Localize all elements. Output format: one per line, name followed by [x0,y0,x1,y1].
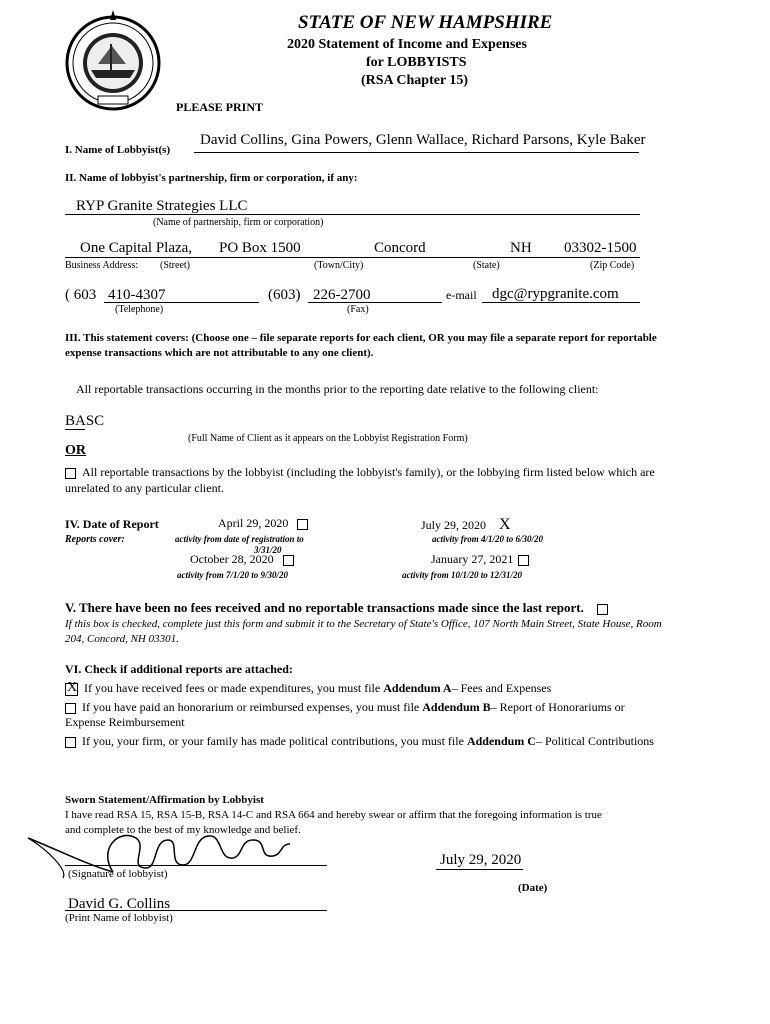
report-date-apr-checkbox[interactable] [297,519,308,530]
report-date-apr-range-end: 3/31/20 [254,545,282,555]
caption-street: (Street) [160,260,190,271]
section6-label: VI. Check if additional reports are attached: [65,662,293,676]
caption-telephone: (Telephone) [115,304,164,315]
firm-caption: (Name of partnership, firm or corporation) [153,217,324,228]
section2-label: II. Name of lobbyist's partnership, firm or corporation, if any: [65,172,358,184]
addendum-c-checkbox[interactable] [65,737,76,748]
addendum-a-mark: X [67,679,78,695]
report-date-oct-text: October 28, 2020 [190,552,274,566]
caption-fax: (Fax) [347,304,369,315]
signature-caption: (Signature of lobbyist) [68,868,168,880]
state-title: STATE OF NEW HAMPSHIRE [298,12,553,33]
report-date-oct-checkbox[interactable] [283,555,294,566]
report-date-jul-range: activity from 4/1/20 to 6/30/20 [432,534,543,544]
email-value: dgc@rypgranite.com [492,286,619,302]
address-pobox: PO Box 1500 [219,240,301,256]
section3-label: III. This statement covers: (Choose one – file separate reports for each client, OR you may file a separate report for reportable expense transactions which are not attributable to any one client). [65,332,657,359]
addendum-c-option[interactable]: If you, your firm, or your family has made political contributions, you must file Addendum C– Political Contributions [65,734,654,749]
phone-number: 410-4307 [108,287,166,303]
please-print: PLEASE PRINT [176,100,264,114]
unrelated-checkbox[interactable] [65,468,76,479]
address-street: One Capital Plaza, [80,240,193,256]
addendum-b-option[interactable]: If you have paid an honorarium or reimbursed expenses, you must file Addendum B– Report of Honorariums or [65,700,625,715]
addendum-a-option[interactable]: X If you have received fees or made expenditures, you must file Addendum A– Fees and Expenses [67,679,552,695]
report-date-jan-range: activity from 10/1/20 to 12/31/20 [402,570,522,580]
phone-area: ( 603 [65,287,97,303]
section5-note: If this box is checked, complete just this form and submit it to the Secretary of State's Office, 107 North Main Street, State House, Room 204, Concord, NH 03301. [65,618,662,645]
section4-label: IV. Date of Report [65,517,159,531]
unrelated-text: All reportable transactions by the lobbyist (including the lobbyist's family), or the lobbying firm listed below which are unrelated to any particular client. [65,465,655,495]
state-seal-icon [58,8,168,112]
addendum-b-checkbox[interactable] [65,703,76,714]
sworn-text-line1: I have read RSA 15, RSA 15-B, RSA 14-C and RSA 664 and hereby swear or affirm that the foregoing information is true [65,809,602,821]
reports-cover-label: Reports cover: [65,534,125,545]
report-date-oct-range: activity from 7/1/20 to 9/30/20 [177,570,288,580]
caption-business-address: Business Address: [65,260,139,271]
form-subtitle: for LOBBYISTS [366,55,467,70]
print-name-caption: (Print Name of lobbyist) [65,912,173,924]
sworn-text-line2: and complete to the best of my knowledge and belief. [65,824,301,836]
address-city: Concord [374,240,426,256]
report-date-jan-text: January 27, 2021 [431,552,514,566]
or-label: OR [65,443,86,458]
addendum-a-checkbox[interactable] [65,679,78,696]
section1-label: I. Name of Lobbyist(s) [65,144,171,156]
fax-area: (603) [268,287,301,303]
caption-city: (Town/City) [314,260,364,271]
report-date-apr-range: activity from date of registration to [175,534,304,544]
report-date-apr[interactable] [218,516,314,531]
report-date-oct[interactable] [190,552,300,567]
report-date-jan[interactable] [431,552,535,567]
client-transactions-text: All reportable transactions occurring in the months prior to the reporting date relative to the following client: [76,382,599,396]
section5-label: V. There have been no fees received and no reportable transactions made since the last report. [65,600,614,616]
print-name: David G. Collins [68,896,171,912]
report-date-jan-checkbox[interactable] [518,555,529,566]
address-state: NH [510,240,532,256]
sworn-label: Sworn Statement/Affirmation by Lobbyist [65,794,264,806]
report-date-jul-mark[interactable]: X [499,516,511,533]
date-caption: (Date) [518,882,548,894]
firm-name: RYP Granite Strategies LLC [76,198,248,214]
report-date-jul[interactable] [421,516,511,534]
fax-number: 226-2700 [313,287,371,303]
client-caption: (Full Name of Client as it appears on the Lobbyist Registration Form) [188,433,468,444]
email-label: e-mail [446,288,477,302]
address-zip: 03302-1500 [564,240,637,256]
signature-date: July 29, 2020 [440,852,522,868]
form-rsa: (RSA Chapter 15) [361,73,469,88]
client-name: BASC [65,413,105,429]
lobbyist-names: David Collins, Gina Powers, Glenn Wallace, Richard Parsons, Kyle Baker [200,132,646,148]
caption-zip: (Zip Code) [590,260,635,271]
unrelated-option[interactable] [65,464,690,496]
report-date-apr-text: April 29, 2020 [218,516,289,530]
signature-image [18,810,328,880]
addendum-b-line2: Expense Reimbursement [65,715,185,729]
no-fees-checkbox[interactable] [597,604,608,615]
caption-state: (State) [473,260,500,271]
form-title: 2020 Statement of Income and Expenses [287,37,527,52]
report-date-jul-text: July 29, 2020 [421,518,487,532]
